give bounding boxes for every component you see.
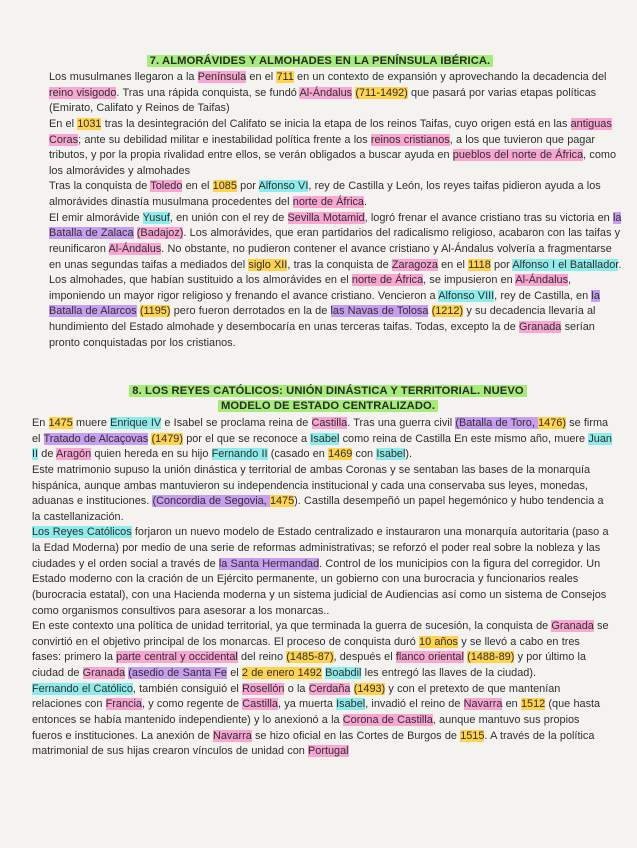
text-run: con (352, 448, 377, 461)
text-run: y su decadencia llevaría al hundimiento del Estado almohade y desembocaría en unas terceras taifas. Todas, excepto la de (49, 305, 596, 333)
highlighted-text: Isabel (310, 432, 340, 445)
text-run: El emir almorávide (49, 211, 143, 224)
highlighted-text: Los Reyes Católicos (32, 526, 132, 539)
text-run: tras la desintegración del Califato se inicia la etapa de los reinos Taifas, cuyo origen está en las (101, 117, 571, 130)
text-run: (que hasta entonces se había mantenido independiente) y lo anexionó a la (32, 698, 601, 726)
highlighted-text: Alfonso I el Batallador (512, 258, 619, 271)
highlighted-text: (1195) (139, 305, 171, 318)
highlighted-text: Toledo (150, 180, 183, 193)
text-run: se hizo oficial en las Cortes de Burgos de (251, 729, 461, 742)
highlighted-text: Granada (82, 667, 126, 679)
text-run: se convirtió en el objetivo principal de los monarcas. El proceso de conquista duró (32, 620, 609, 648)
highlighted-text: 1085 (212, 180, 237, 193)
paragraph (32, 619, 612, 682)
highlighted-text: (1485-87) (286, 651, 334, 664)
highlighted-text: Fernando II (211, 448, 268, 461)
text-run: el (226, 667, 242, 679)
highlighted-text: norte de África (292, 196, 364, 208)
text-run: , logró frenar el avance cristiano tras su victoria en (364, 211, 613, 224)
text-run: ). (405, 448, 413, 461)
highlighted-text: Castilla (311, 417, 348, 429)
text-run: , rey de Castilla y León, los reyes taifas pidieron ayuda a los almorávides dinastía musulmana procedentes del (49, 180, 601, 208)
text-run: ; ante su debilidad militar e inestabilidad política frente a los (78, 133, 371, 146)
text-run: muere (72, 417, 111, 429)
highlighted-text: 10 años (419, 635, 458, 648)
text-run: Los musulmanes llegaron a la (49, 71, 198, 83)
highlighted-text: 1475 (269, 495, 295, 508)
text-run: Tras la conquista de (49, 180, 151, 193)
highlighted-text: Cerdaña (308, 682, 351, 695)
text-run: . Tras una guerra civil (347, 417, 456, 429)
text-run: por el que se reconoce a (182, 432, 311, 445)
highlighted-text: Yusuf (142, 211, 170, 224)
highlighted-text: la Santa Hermandad (218, 557, 320, 570)
text-run: . Control de los municipios con la figura del corregidor. Un Estado moderno con la cración de un Ejército permanente, un gobierno con una burocracia y funcionarios reales (burocracia estatal), con una Hacienda moderna y un sistema judicial de Audiencias así como un sistema de Consejos como organismos consultivos para asesorar a los monarcas.. (32, 557, 607, 617)
text-run: y se llevó a cabo en tres fases: primero la (32, 635, 580, 664)
highlighted-text: Navarra (213, 729, 252, 742)
paragraph (49, 117, 623, 180)
section-8-title (50, 384, 606, 413)
text-run: quien hereda en su hijo (91, 448, 212, 461)
highlighted-text: (asedio de Santa Fe (128, 667, 227, 679)
highlighted-text: Tratado de Alcaçovas (43, 432, 149, 445)
text-run: , se impusieron en (423, 274, 516, 287)
highlighted-text: Navarra (463, 698, 503, 711)
highlighted-text: Aragón (56, 448, 92, 461)
text-run: en el (246, 71, 277, 83)
text-run: , aunque mantuvo sus propios fueros e instituciones. La anexión de (32, 713, 580, 742)
text-run: (casado en (267, 448, 329, 461)
text-run: les entregó las llaves de la ciudad). (361, 667, 536, 679)
highlighted-text: (711-1492) (355, 86, 408, 99)
text-run: como reina de Castilla En este mismo año, muere (339, 432, 589, 445)
paragraph (32, 682, 612, 760)
highlighted-text: Zaragoza (391, 258, 438, 271)
highlighted-text: Corona de Castilla (342, 713, 433, 726)
highlighted-text: Castilla (242, 698, 278, 711)
highlighted-text: norte de África (351, 274, 424, 287)
paragraph (49, 179, 623, 210)
highlighted-text: 1469 (328, 448, 353, 461)
highlighted-text: reinos cristianos (370, 133, 450, 146)
text-run: En este contexto una política de unidad territorial, ya que terminada la guerra de sucesión, la conquista de (32, 620, 552, 633)
highlighted-text: (1493) (353, 682, 386, 695)
text-run: de (38, 448, 57, 461)
highlighted-text: Isabel (376, 448, 406, 461)
highlighted-text: Alfonso VI (258, 180, 309, 193)
text-run: por (236, 180, 259, 193)
highlighted-text: (1479) (151, 432, 183, 445)
text-run: Este matrimonio supuso la unión dinástica y territorial de ambas Coronas y se sentaban las bases de la monarquía hispánica, aunque ambas mantuvieron su independencia institucional y cada una conservaba sus leyes, monedas, aduanas e instituciones. (32, 463, 591, 508)
highlighted-text: Portugal (308, 745, 349, 758)
highlighted-text: Enrique IV (110, 417, 162, 429)
text-run: y con el pretexto de que mantenían relaciones con (32, 682, 561, 711)
section-7-body (49, 70, 623, 351)
text-run: en el (182, 180, 213, 193)
highlighted-text: Al-Ándalus (299, 86, 353, 99)
text-run: que pasará por varias etapas políticas (Emirato, Califato y Reinos de Taifas) (49, 86, 597, 115)
highlighted-text: Boabdil (325, 667, 362, 679)
highlighted-text: 711 (276, 71, 294, 83)
text-run: se firma el (32, 417, 609, 445)
text-run: forjaron un nuevo modelo de Estado centralizado e instauraron una monarquía autoritaria (paso a la Edad Moderna) por medio de una serie de reformas administrativas; se reforzó el poder real sobre la nobleza y las ciudades y el orden social a través de (32, 526, 609, 570)
paragraph (32, 416, 612, 463)
text-run: , rey de Castilla, en (494, 289, 592, 302)
highlighted-text: Península (197, 71, 247, 83)
text-run: y por último la ciudad de (32, 651, 586, 679)
highlighted-text: la Batalla de Alarcos (49, 289, 600, 318)
text-run: , después el (333, 651, 396, 664)
highlighted-text: Fernando el Católico (32, 682, 133, 695)
text-run: . (618, 258, 622, 271)
text-run: . Tras una rápida conquista, se fundó (116, 86, 300, 99)
text-run: por (490, 258, 513, 271)
paragraph (49, 211, 623, 274)
highlighted-text: reino visigodo (49, 86, 117, 99)
text-run: , como los almorávides y almohades (49, 149, 617, 177)
highlighted-text: Sevilla Motamid (287, 211, 365, 224)
highlighted-text: Isabel (336, 698, 366, 711)
highlighted-text: las Navas de Tolosa (330, 305, 429, 318)
highlighted-text: Juan II (32, 432, 612, 461)
section-8-body (32, 416, 612, 760)
text-run: Los almohades, que habían sustituido a los almorávides en el (49, 274, 352, 287)
text-run: , invadió el reino de (365, 698, 464, 711)
highlighted-text: pueblos del norte de África (452, 149, 584, 162)
paragraph (49, 273, 623, 351)
paragraph (32, 525, 612, 619)
text-run: serían pronto conquistadas por los cristianos. (49, 321, 595, 349)
highlighted-text: 1515 (460, 729, 485, 742)
paragraph (49, 70, 623, 117)
paragraph (32, 463, 612, 526)
highlighted-text: (1212) (431, 305, 464, 318)
text-run: ). Castilla desempeñó un papel hegemónico y hubo tendencia a la castellanización. (32, 495, 604, 523)
section-8-title-line2: MODELO DE ESTADO CENTRALIZADO. (218, 400, 438, 412)
highlighted-text: flanco oriental (395, 651, 464, 664)
highlighted-text: parte central y occidental (116, 651, 238, 664)
highlighted-text: antiguas Coras (49, 117, 612, 146)
highlighted-text: Al-Ándalus (108, 242, 162, 255)
highlighted-text: (Concordia de Segovia, (152, 495, 270, 508)
text-run: . Los almorávides, que eran partidarios del radicalismo religioso, acabaron con las taifas y reunificaron (49, 227, 621, 255)
text-run: en el (437, 258, 469, 271)
highlighted-text: Al-Ándalus (515, 274, 569, 287)
text-run: , y como regente de (141, 698, 243, 711)
highlighted-text: Granada (551, 620, 594, 633)
highlighted-text: 1118 (468, 258, 491, 271)
highlighted-text: 1512 (520, 698, 546, 711)
text-run: En (32, 417, 49, 429)
highlighted-text: (Batalla de Toro, (455, 417, 539, 429)
highlighted-text: siglo XII (248, 258, 288, 271)
section-7-title: 7. ALMORÁVIDES Y ALMOHADES EN LA PENÍNSULA IBÉRICA. (50, 54, 590, 69)
text-run: , tras la conquista de (287, 258, 392, 271)
text-run: en un contexto de expansión y aprovechando la decadencia del (293, 71, 607, 83)
text-run: e Isabel se proclama reina de (161, 417, 312, 429)
text-run: . No obstante, no pudieron contener el avance cristiano y Al-Ándalus volvería a fragmentarse en unas segundas taifas a mediados del (49, 242, 612, 271)
text-run: . A través de la política matrimonial de sus hijas crearon vínculos de unidad con (32, 729, 595, 758)
highlighted-text: Granada (518, 321, 562, 333)
text-run: , ya muerta (278, 698, 337, 711)
section-8-title-line1: 8. LOS REYES CATÓLICOS: UNIÓN DINÁSTICA Y TERRITORIAL. NUEVO (129, 385, 526, 397)
text-run: , en unión con el rey de (169, 211, 288, 224)
text-run: , imponiendo un mayor rigor religioso y frenando el avance cristiano. Vencieron a (49, 274, 572, 302)
highlighted-text: Rosellón (242, 682, 285, 695)
highlighted-text: 1475 (48, 417, 73, 429)
highlighted-text: Francia (105, 698, 142, 711)
highlighted-text: 2 de enero 1492 (241, 667, 322, 679)
text-run: o la (284, 682, 309, 695)
highlighted-text: la Batalla de Zalaca (49, 211, 622, 240)
text-run: en (502, 698, 521, 711)
text-run: del reino (237, 651, 287, 664)
text-run: , a los que tuvieron que pagar tributos, y por la propia rivalidad entre ellos, se verán obligados a buscar ayuda en (49, 133, 596, 162)
highlighted-text: 1476) (538, 417, 566, 429)
text-run: En el (49, 117, 78, 130)
highlighted-text: Alfonso VIII (438, 289, 495, 302)
highlighted-text: (1488-89) (467, 651, 515, 664)
highlighted-text: (Badajoz) (136, 227, 184, 240)
text-run: , también consiguió el (132, 682, 243, 695)
text-run: pero fueron derrotados en la de (170, 305, 331, 318)
highlighted-text: 1031 (77, 117, 102, 130)
text-run: . (364, 196, 368, 208)
